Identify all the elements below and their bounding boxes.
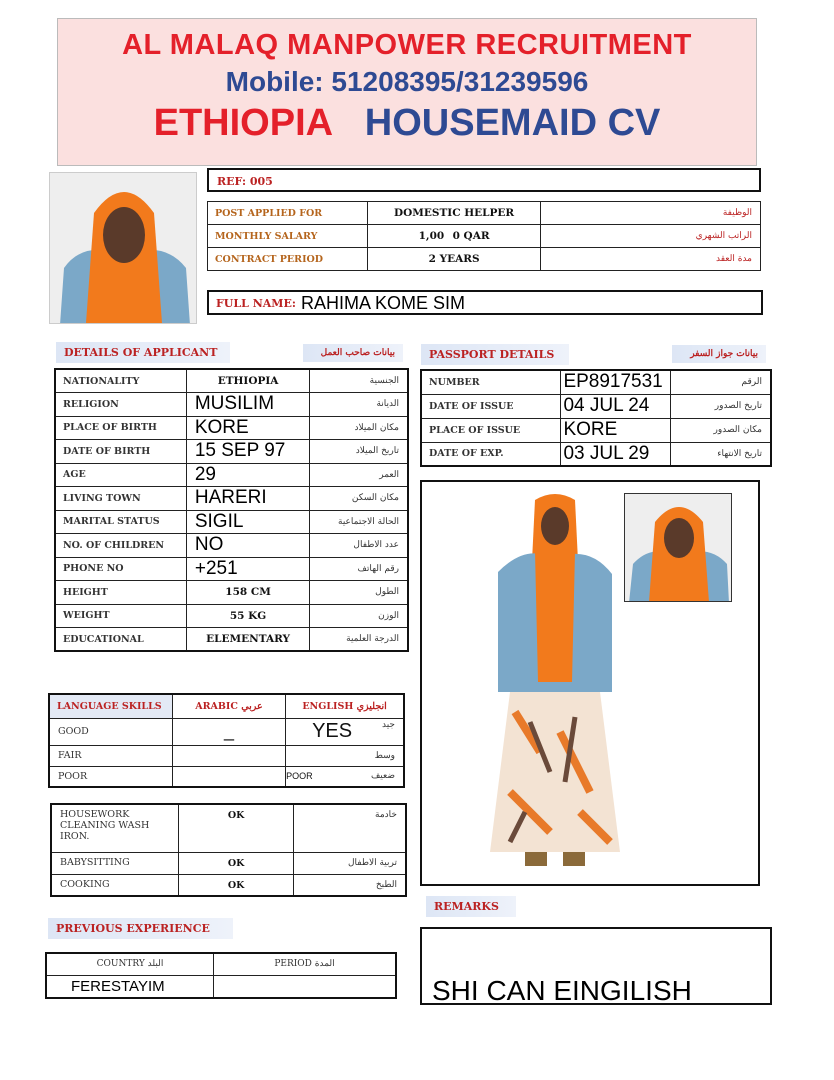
full-body-photo bbox=[480, 492, 630, 880]
applicant-value: 158 CM bbox=[186, 581, 309, 605]
applicant-label-ar: رقم الهاتف bbox=[310, 557, 408, 581]
applicant-row bbox=[55, 487, 408, 511]
period-header-ar: المدة bbox=[314, 959, 335, 970]
passport-label: DATE OF ISSUE bbox=[421, 394, 561, 418]
applicant-label-ar: عدد الاطفال bbox=[310, 534, 408, 558]
experience-period bbox=[213, 975, 396, 998]
applicant-label: EDUCATIONAL bbox=[55, 628, 186, 652]
applicant-row bbox=[55, 557, 408, 581]
passport-label: DATE OF EXP. bbox=[421, 442, 561, 466]
person-portrait-icon bbox=[50, 173, 197, 324]
skill-value: OK bbox=[179, 804, 294, 852]
job-label: MONTHLY SALARY bbox=[208, 225, 368, 248]
passport-value: 04 JUL 24 bbox=[561, 394, 671, 418]
language-header-row bbox=[49, 694, 404, 718]
applicant-label-ar: الديانة bbox=[310, 393, 408, 417]
language-table bbox=[48, 693, 405, 788]
arabic-header: ARABIC عربي bbox=[172, 694, 285, 718]
skill-value: OK bbox=[179, 874, 294, 896]
applicant-label: WEIGHT bbox=[55, 604, 186, 628]
applicant-row bbox=[55, 440, 408, 464]
job-value: 1,000 QAR bbox=[367, 225, 541, 248]
experience-title: PREVIOUS EXPERIENCE bbox=[48, 918, 233, 939]
skill-row bbox=[51, 804, 406, 852]
applicant-label: HEIGHT bbox=[55, 581, 186, 605]
passport-label-ar: تاريخ الانتهاء bbox=[671, 442, 771, 466]
applicant-value: ETHIOPIA bbox=[186, 369, 309, 393]
remarks-title: REMARKS bbox=[426, 896, 516, 917]
applicant-label: AGE bbox=[55, 463, 186, 487]
language-level: POOR bbox=[49, 766, 172, 787]
applicant-label-ar: الوزن bbox=[310, 604, 408, 628]
applicant-value: MUSILIM bbox=[186, 393, 309, 417]
remarks-text: SHI CAN EINGILISH bbox=[432, 975, 692, 1006]
job-label-ar: الوظيفة bbox=[541, 202, 761, 225]
applicant-label: NATIONALITY bbox=[55, 369, 186, 393]
applicant-row bbox=[55, 393, 408, 417]
applicant-photo bbox=[49, 172, 197, 324]
country-header: COUNTRY bbox=[96, 959, 145, 970]
housemaid-cv-title: HOUSEMAID CV bbox=[364, 102, 661, 144]
job-value: 2 YEARS bbox=[367, 248, 541, 271]
applicant-value: KORE bbox=[186, 416, 309, 440]
period-header: PERIOD bbox=[274, 959, 312, 970]
job-row bbox=[208, 225, 761, 248]
skill-label: HOUSEWORK CLEANING WASH IRON. bbox=[51, 804, 179, 852]
applicant-label: LIVING TOWN bbox=[55, 487, 186, 511]
applicant-value: 55 KG bbox=[186, 604, 309, 628]
applicant-label-ar: تاريخ الميلاد bbox=[310, 440, 408, 464]
applicant-label: DATE OF BIRTH bbox=[55, 440, 186, 464]
company-name: AL MALAQ MANPOWER RECRUITMENT bbox=[122, 29, 692, 61]
skill-label-ar: خادمة bbox=[294, 804, 406, 852]
cv-title bbox=[58, 102, 756, 145]
job-table bbox=[207, 201, 761, 271]
cv-header bbox=[57, 18, 757, 166]
job-label-ar: مدة العقد bbox=[541, 248, 761, 271]
experience-table bbox=[45, 952, 397, 999]
arabic-level bbox=[172, 766, 285, 787]
applicant-label-ar: مكان الميلاد bbox=[310, 416, 408, 440]
passport-label-ar: مكان الصدور bbox=[671, 418, 771, 442]
passport-label-ar: الرقم bbox=[671, 370, 771, 394]
english-level: وسط bbox=[286, 745, 404, 766]
passport-table bbox=[420, 369, 772, 467]
job-row bbox=[208, 202, 761, 225]
skill-label-ar: الطبخ bbox=[294, 874, 406, 896]
arabic-level: _ bbox=[172, 718, 285, 745]
applicant-row bbox=[55, 581, 408, 605]
skill-label: COOKING bbox=[51, 874, 179, 896]
applicant-title-ar: بيانات صاحب العمل bbox=[303, 344, 403, 362]
passport-photo bbox=[624, 493, 732, 602]
job-label: CONTRACT PERIOD bbox=[208, 248, 368, 271]
applicant-row bbox=[55, 510, 408, 534]
language-title: LANGUAGE SKILLS bbox=[49, 694, 172, 718]
applicant-title: DETAILS OF APPLICANT bbox=[56, 342, 230, 363]
applicant-row bbox=[55, 463, 408, 487]
applicant-label-ar: الدرجة العلمية bbox=[310, 628, 408, 652]
skill-label-ar: تربية الاطفال bbox=[294, 852, 406, 874]
full-name-value: RAHIMA KOME SIM bbox=[301, 293, 466, 313]
skill-row bbox=[51, 852, 406, 874]
english-level: ضعيف POOR bbox=[286, 766, 404, 787]
applicant-value: NO bbox=[186, 534, 309, 558]
applicant-value: 29 bbox=[186, 463, 309, 487]
passport-label: PLACE OF ISSUE bbox=[421, 418, 561, 442]
passport-row bbox=[421, 442, 771, 466]
applicant-label-ar: مكان السكن bbox=[310, 487, 408, 511]
passport-title: PASSPORT DETAILS bbox=[421, 344, 569, 365]
country-header-ar: البلد bbox=[147, 959, 164, 970]
applicant-row bbox=[55, 416, 408, 440]
applicant-value: ELEMENTARY bbox=[186, 628, 309, 652]
person-portrait-icon bbox=[625, 494, 732, 602]
language-row bbox=[49, 745, 404, 766]
country-title: ETHIOPIA bbox=[153, 102, 334, 144]
applicant-label-ar: الطول bbox=[310, 581, 408, 605]
applicant-value: SIGIL bbox=[186, 510, 309, 534]
applicant-label-ar: العمر bbox=[310, 463, 408, 487]
applicant-label-ar: الحالة الاجتماعية bbox=[310, 510, 408, 534]
applicant-label: MARITAL STATUS bbox=[55, 510, 186, 534]
skill-value: OK bbox=[179, 852, 294, 874]
job-row bbox=[208, 248, 761, 271]
applicant-label: NO. OF CHILDREN bbox=[55, 534, 186, 558]
passport-title-ar: بيانات جواز السفر bbox=[672, 345, 766, 363]
passport-value: KORE bbox=[561, 418, 671, 442]
applicant-table bbox=[54, 368, 409, 652]
job-label: POST APPLIED FOR bbox=[208, 202, 368, 225]
remarks-box bbox=[420, 927, 772, 1005]
language-level: FAIR bbox=[49, 745, 172, 766]
arabic-level bbox=[172, 745, 285, 766]
job-label-ar: الراتب الشهري bbox=[541, 225, 761, 248]
applicant-row bbox=[55, 604, 408, 628]
applicant-label: RELIGION bbox=[55, 393, 186, 417]
applicant-value: +251 bbox=[186, 557, 309, 581]
applicant-row bbox=[55, 534, 408, 558]
language-row bbox=[49, 766, 404, 787]
passport-row bbox=[421, 394, 771, 418]
language-level: GOOD bbox=[49, 718, 172, 745]
language-row bbox=[49, 718, 404, 745]
job-value: DOMESTIC HELPER bbox=[367, 202, 541, 225]
english-header: ENGLISH انجليزي bbox=[286, 694, 404, 718]
passport-label: NUMBER bbox=[421, 370, 561, 394]
passport-value: EP8917531 bbox=[561, 370, 671, 394]
applicant-label: PLACE OF BIRTH bbox=[55, 416, 186, 440]
skills-table bbox=[50, 803, 407, 897]
passport-row bbox=[421, 370, 771, 394]
applicant-label: PHONE NO bbox=[55, 557, 186, 581]
full-name-label: FULL NAME: bbox=[216, 297, 296, 310]
english-level: جيد YES bbox=[286, 718, 404, 745]
passport-row bbox=[421, 418, 771, 442]
full-photo-frame bbox=[420, 480, 760, 886]
skill-row bbox=[51, 874, 406, 896]
applicant-value: 15 SEP 97 bbox=[186, 440, 309, 464]
experience-country: FERESTAYIM bbox=[46, 975, 213, 998]
passport-value: 03 JUL 29 bbox=[561, 442, 671, 466]
full-name-box bbox=[207, 290, 763, 315]
mobile-numbers: Mobile: 51208395/31239596 bbox=[225, 66, 589, 97]
skill-label: BABYSITTING bbox=[51, 852, 179, 874]
applicant-label-ar: الجنسية bbox=[310, 369, 408, 393]
passport-label-ar: تاريخ الصدور bbox=[671, 394, 771, 418]
ref-number: REF: 005 bbox=[207, 168, 761, 192]
applicant-row bbox=[55, 628, 408, 652]
applicant-row bbox=[55, 369, 408, 393]
applicant-value: HARERI bbox=[186, 487, 309, 511]
